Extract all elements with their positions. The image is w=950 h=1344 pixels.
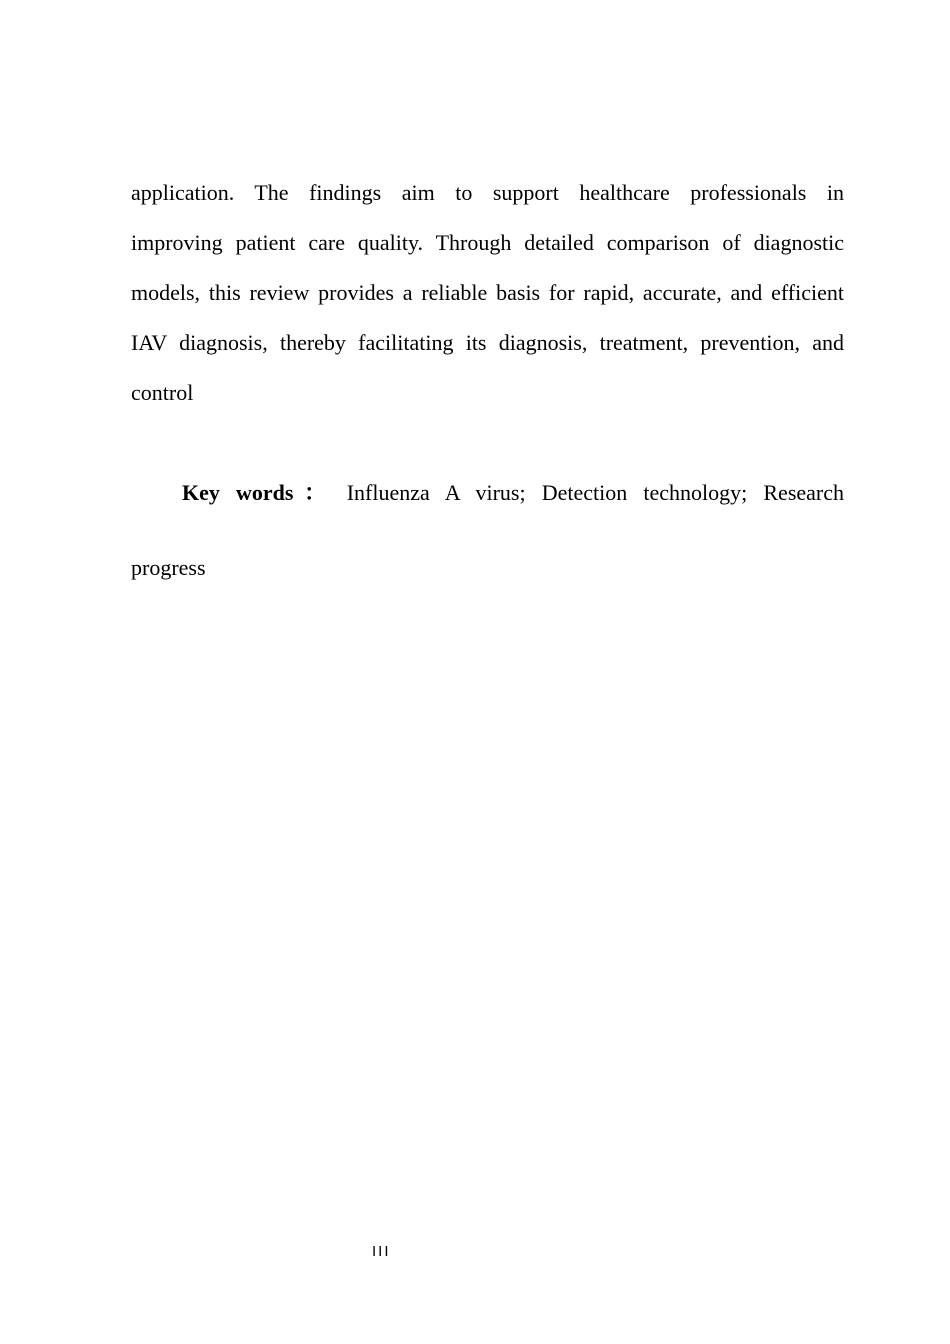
keywords-line-1	[131, 468, 844, 518]
keywords-label: Key words：	[182, 480, 337, 505]
page-number: III	[372, 1243, 391, 1260]
keywords-line-2: progress	[131, 555, 206, 580]
keywords-section	[131, 468, 844, 580]
abstract-line-3: models, this review provides a reliable basis for rapid, accurate, and efficient	[131, 280, 844, 305]
keywords-text: Influenza A virus; Detection technology; Research	[346, 480, 844, 505]
abstract-line-5: control	[131, 380, 194, 405]
abstract-line-4: IAV diagnosis, thereby facilitating its diagnosis, treatment, prevention, and	[131, 330, 844, 355]
abstract-line-1: application. The findings aim to support healthcare professionals in	[131, 180, 844, 205]
abstract-continuation	[131, 168, 844, 418]
abstract-line-2: improving patient care quality. Through detailed comparison of diagnostic	[131, 230, 844, 255]
